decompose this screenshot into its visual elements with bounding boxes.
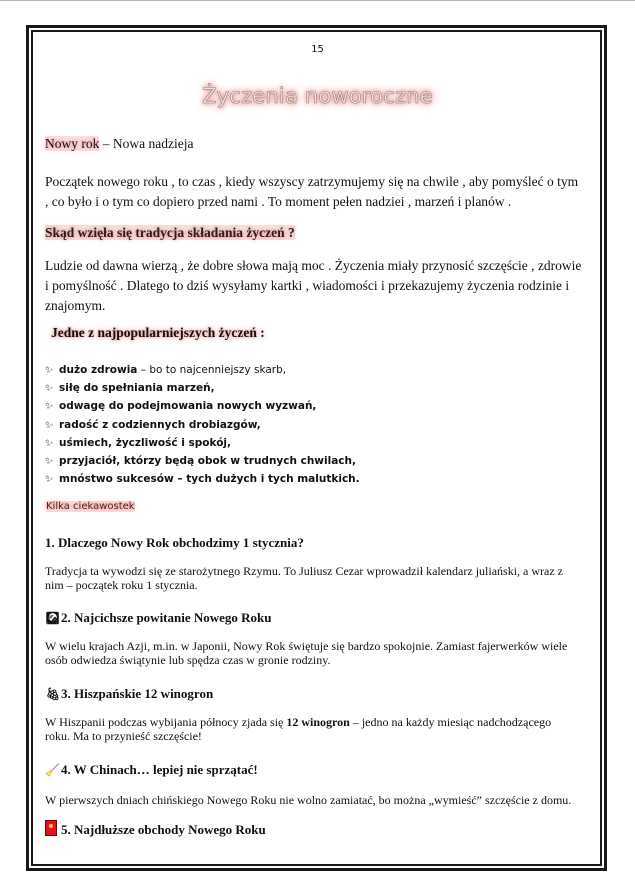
sparkles-icon: ✨︎ (45, 474, 54, 486)
list-item (45, 470, 360, 488)
subtitle-highlight: Nowy rok (45, 136, 100, 151)
fact-3-heading (45, 686, 213, 702)
sparkles-icon: ✨︎ (45, 455, 54, 467)
page-border-inner (31, 30, 602, 866)
page-number: 15 (311, 44, 324, 55)
fact-2-heading (45, 610, 272, 626)
wishes-list (45, 361, 360, 488)
fact-4-text: W pierwszych dniach chińskiego Nowego Roku nie wolno zamiatać, bo można „wymieść” szczęście z domu. (45, 793, 572, 807)
page-title: Życzenia noworoczne (202, 84, 433, 108)
red-envelope-icon (45, 820, 57, 836)
wish-bold: dużo zdrowia (59, 364, 138, 376)
window-top-edge (0, 0, 635, 1)
grapes-icon: 🍇︎ (45, 687, 61, 701)
subtitle-rest: – Nowa nadzieja (99, 136, 194, 151)
fact-2-heading-text: 2. Najcichsze powitanie Nowego Roku (61, 610, 272, 625)
broom-icon: 🧹 (45, 763, 60, 777)
page-content (45, 32, 590, 864)
fact-3-text-bold: 12 winogron (286, 715, 350, 729)
fact-1-heading: 1. Dlaczego Nowy Rok obchodzimy 1 stycznia? (45, 535, 304, 550)
wish-bold: siłę do spełniania marzeń, (59, 382, 215, 395)
fact-3-heading-text: 3. Hiszpańskie 12 winogron (61, 686, 214, 701)
wish-bold: uśmiech, życzliwość i spokój, (59, 436, 231, 449)
list-item (45, 397, 360, 415)
sparkles-icon: ✨︎ (45, 401, 54, 413)
fact-3-text (45, 715, 576, 743)
origin-heading-text: Skąd wzięła się tradycja składania życzeń ? (45, 225, 295, 240)
popular-heading-text: Jedne z najpopularniejszych życzeń : (51, 325, 265, 340)
sparkles-icon: ✨︎ (45, 365, 54, 376)
list-item (45, 452, 360, 470)
sparkles-icon: ✨︎ (45, 437, 54, 449)
sparkles-icon: ✨︎ (45, 383, 54, 395)
list-item (45, 361, 360, 379)
fact-5-heading-text: 5. Najdłuższe obchody Nowego Roku (61, 822, 266, 837)
fact-1-text: Tradycja ta wywodzi się ze starożytnego Rzymu. To Juliusz Cezar wprowadził kalendarz juliański, a wraz z nim – początek roku 1 stycznia. (45, 564, 563, 592)
wish-rest: – bo to najcenniejszy skarb, (137, 364, 287, 376)
list-item (45, 379, 360, 397)
origin-heading (45, 225, 295, 241)
wish-bold: przyjaciół, którzy będą obok w trudnych chwilach, (59, 454, 356, 467)
intro-paragraph: Początek nowego roku , to czas , kiedy wszyscy zatrzymujemy się na chwile , aby pomyśleć o tym , co było i o tym co dopiero przed nami . To moment pełen nadziei , marzeń i planów . (45, 174, 579, 209)
origin-paragraph: Ludzie od dawna wierzą , że dobre słowa mają moc . Życzenia miały przynosić szczęście , zdrowie i pomyślność . Dlatego to dziś wysyłamy kartki , wiadomości i przekazujemy życzenia rodzinie i znajomym. (45, 258, 582, 313)
intro-subtitle (45, 136, 193, 152)
wish-bold: radość z codziennych drobiazgów, (59, 418, 261, 431)
facts-label-text: Kilka ciekawostek (46, 501, 135, 512)
fact-3-text-before: W Hiszpanii podczas wybijania północy zjada się (45, 715, 287, 729)
wish-bold: mnóstwo sukcesów – tych dużych i tych malutkich. (59, 473, 360, 486)
list-item (45, 434, 360, 452)
moon-viewing-icon: 🎑︎ (45, 611, 61, 625)
fact-4-heading (45, 762, 258, 778)
page-border-outer (26, 25, 607, 871)
fact-5-heading (45, 820, 266, 838)
list-item (45, 416, 360, 434)
fact-2-text: W wielu krajach Azji, m.in. w Japonii, Nowy Rok świętuje się bardzo spokojnie. Zamiast fajerwerków wiele osób odwiedza świątynie lub spędza czas w gronie rodziny. (45, 639, 568, 667)
fact-4-heading-text: 4. W Chinach… lepiej nie sprzątać! (61, 762, 258, 777)
wish-bold: odwagę do podejmowania nowych wyzwań, (59, 400, 317, 413)
popular-heading (51, 325, 265, 341)
sparkles-icon: ✨︎ (45, 419, 54, 431)
facts-label (45, 501, 136, 512)
fact-3-text-after: – jedno na każdy miesiąc nadchodzącego roku. Ma to przynieść szczęście! (45, 715, 552, 743)
